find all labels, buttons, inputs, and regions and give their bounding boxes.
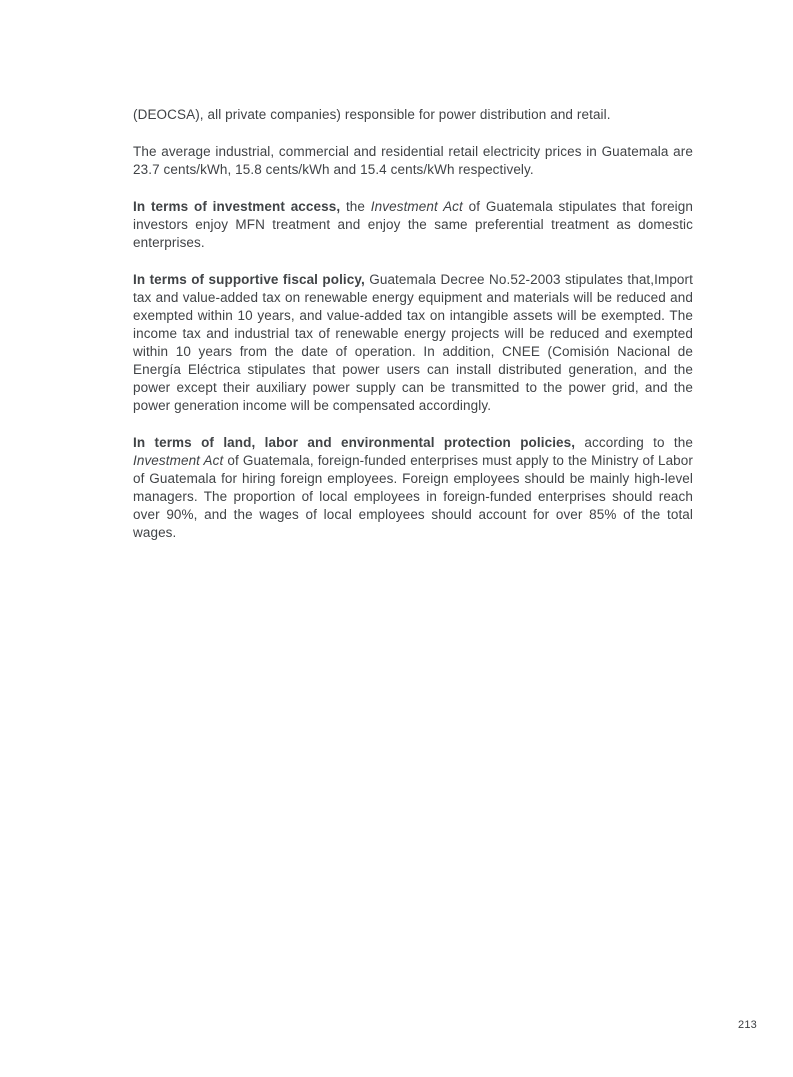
text-segment-normal: Guatemala Decree No.52-2003 stipulates that,Import tax and value-added tax on renewable energy equipment and materials will be reduced and exempted within 10 years, and value-added tax on intangible assets will be exempted. The income tax and industrial tax of renewable energy projects will be reduced and exempted within 10 years from the date of operation. In addition, CNEE (Comisión Nacional de Energía Eléctrica stipulates that power users can install distributed generation, and the power except their auxiliary power supply can be transmitted to the power grid, and the power generation income will be compensated accordingly.	[133, 272, 693, 413]
paragraph	[133, 271, 693, 415]
text-segment-bold: In terms of supportive fiscal policy,	[133, 272, 365, 287]
text-segment-bold: In terms of investment access,	[133, 199, 341, 214]
text-segment-normal: according to the	[575, 435, 693, 450]
text-segment-normal: The average industrial, commercial and residential retail electricity prices in Guatemala are 23.7 cents/kWh, 15.8 cents/kWh and 15.4 cents/kWh respectively.	[133, 144, 693, 177]
document-body	[133, 106, 693, 561]
paragraph	[133, 434, 693, 542]
paragraph	[133, 143, 693, 179]
page-number: 213	[738, 1019, 757, 1031]
text-segment-bold: In terms of land, labor and environmental protection policies,	[133, 435, 576, 450]
paragraph	[133, 106, 693, 124]
text-segment-normal: the	[340, 199, 371, 214]
paragraph	[133, 198, 693, 252]
text-segment-italic: Investment Act	[133, 453, 224, 468]
text-segment-normal: of Guatemala, foreign-funded enterprises must apply to the Ministry of Labor of Guatemala for hiring foreign employees. Foreign employees should be mainly high-level managers. The proportion of local employees in foreign-funded enterprises should reach over 90%, and the wages of local employees should account for over 85% of the total wages.	[133, 453, 693, 540]
text-segment-normal: (DEOCSA), all private companies) responsible for power distribution and retail.	[133, 107, 611, 122]
text-segment-normal: of Guatemala stipulates that foreign investors enjoy MFN treatment and enjoy the same preferential treatment as domestic enterprises.	[133, 199, 693, 250]
text-segment-italic: Investment Act	[370, 199, 463, 214]
